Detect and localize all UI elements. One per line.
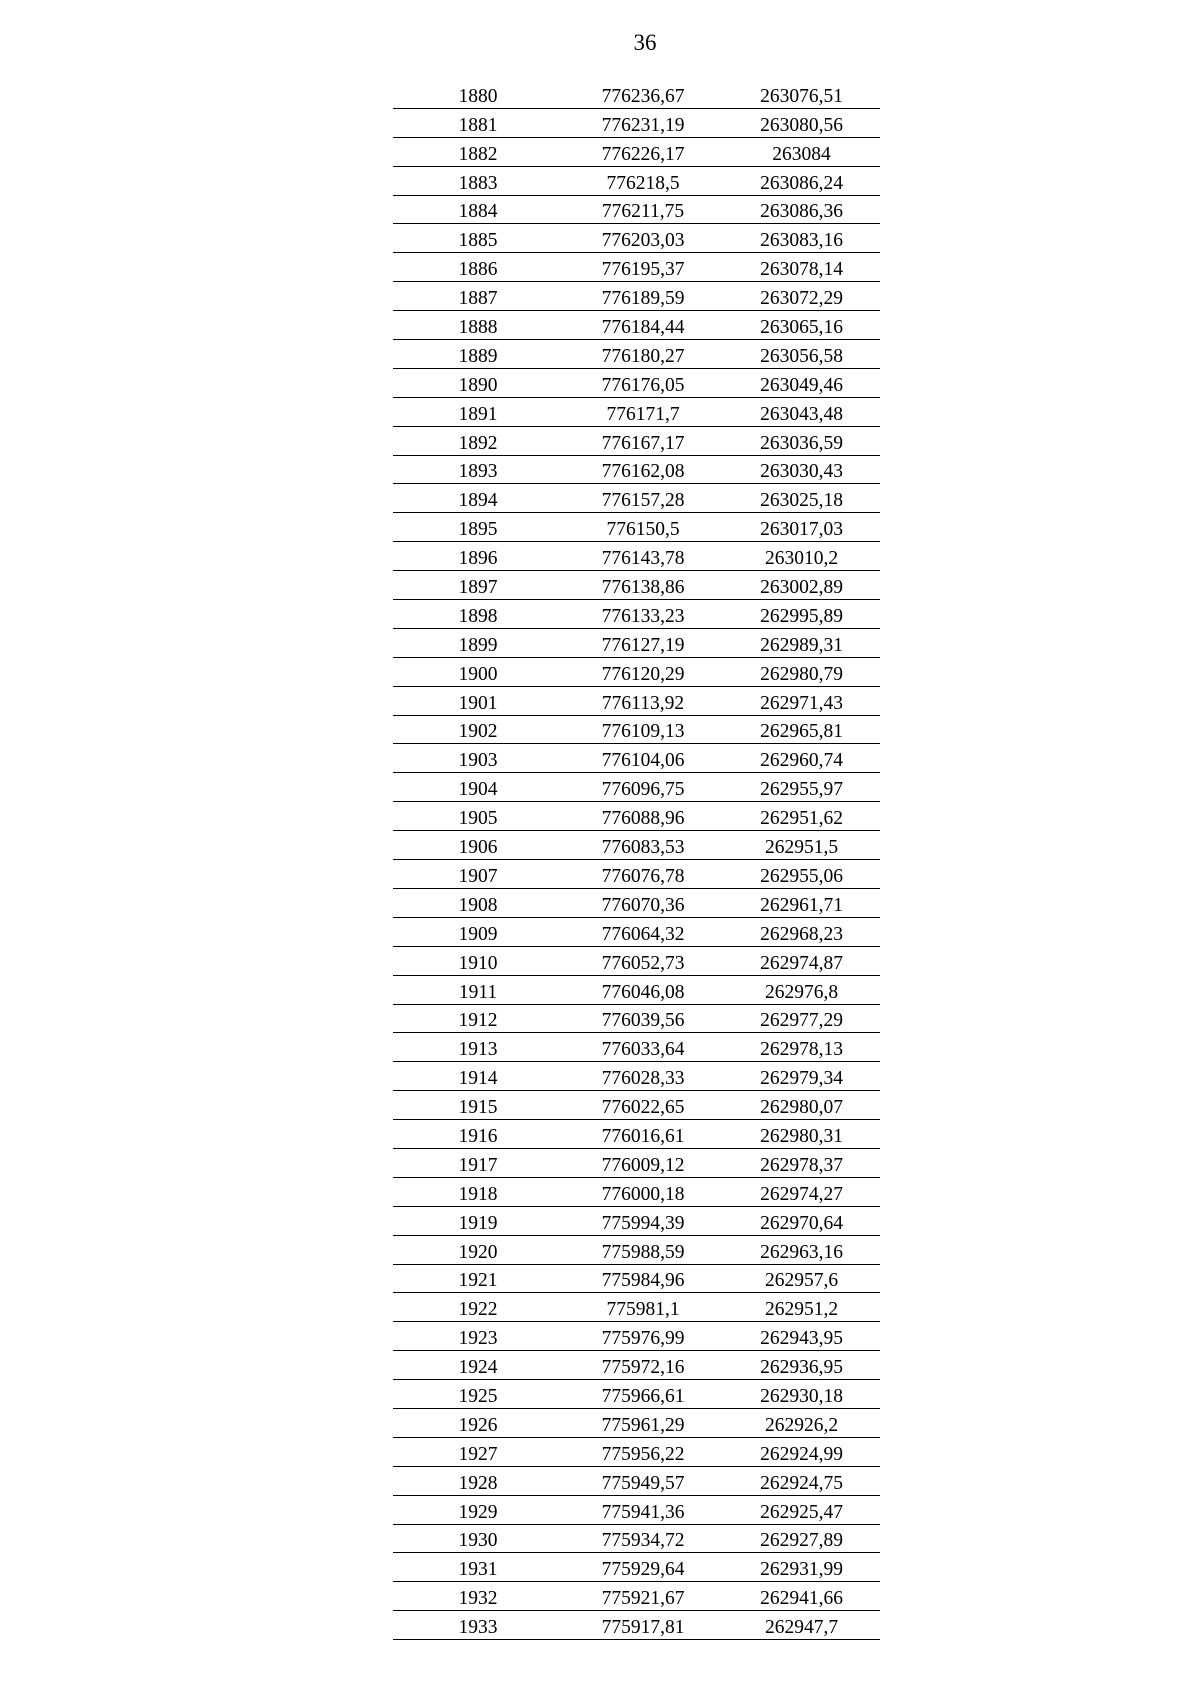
point-number-cell: 1928	[393, 1466, 563, 1495]
point-number-cell: 1926	[393, 1408, 563, 1437]
x-coordinate-cell: 776180,27	[563, 340, 723, 369]
point-number-cell: 1933	[393, 1611, 563, 1640]
x-coordinate-cell: 776000,18	[563, 1177, 723, 1206]
table-row	[393, 1351, 880, 1380]
x-coordinate-cell: 776088,96	[563, 802, 723, 831]
point-number-cell: 1898	[393, 600, 563, 629]
table-row	[393, 946, 880, 975]
x-coordinate-cell: 776109,13	[563, 715, 723, 744]
x-coordinate-cell: 776133,23	[563, 600, 723, 629]
point-number-cell: 1882	[393, 137, 563, 166]
point-number-cell: 1905	[393, 802, 563, 831]
x-coordinate-cell: 775976,99	[563, 1322, 723, 1351]
y-coordinate-cell: 263078,14	[723, 253, 880, 282]
y-coordinate-cell: 263083,16	[723, 224, 880, 253]
y-coordinate-cell: 262943,95	[723, 1322, 880, 1351]
table-row	[393, 1611, 880, 1640]
y-coordinate-cell: 263076,51	[723, 80, 880, 108]
table-row	[393, 311, 880, 340]
point-number-cell: 1922	[393, 1293, 563, 1322]
table-row	[393, 108, 880, 137]
table-row	[393, 195, 880, 224]
table-row	[393, 1004, 880, 1033]
x-coordinate-cell: 776046,08	[563, 975, 723, 1004]
table-row	[393, 860, 880, 889]
table-row	[393, 1582, 880, 1611]
x-coordinate-cell: 776127,19	[563, 628, 723, 657]
table-row	[393, 1495, 880, 1524]
point-number-cell: 1921	[393, 1264, 563, 1293]
x-coordinate-cell: 776028,33	[563, 1062, 723, 1091]
x-coordinate-cell: 776231,19	[563, 108, 723, 137]
point-number-cell: 1906	[393, 831, 563, 860]
point-number-cell: 1913	[393, 1033, 563, 1062]
y-coordinate-cell: 262963,16	[723, 1235, 880, 1264]
point-number-cell: 1895	[393, 513, 563, 542]
point-number-cell: 1911	[393, 975, 563, 1004]
point-number-cell: 1887	[393, 282, 563, 311]
table-row	[393, 715, 880, 744]
point-number-cell: 1900	[393, 657, 563, 686]
table-row	[393, 975, 880, 1004]
x-coordinate-cell: 776236,67	[563, 80, 723, 108]
y-coordinate-cell: 262977,29	[723, 1004, 880, 1033]
point-number-cell: 1914	[393, 1062, 563, 1091]
y-coordinate-cell: 262980,79	[723, 657, 880, 686]
x-coordinate-cell: 776162,08	[563, 455, 723, 484]
x-coordinate-cell: 775988,59	[563, 1235, 723, 1264]
y-coordinate-cell: 262980,31	[723, 1120, 880, 1149]
point-number-cell: 1892	[393, 426, 563, 455]
y-coordinate-cell: 262971,43	[723, 686, 880, 715]
y-coordinate-cell: 262978,37	[723, 1148, 880, 1177]
y-coordinate-cell: 262965,81	[723, 715, 880, 744]
table-row	[393, 1264, 880, 1293]
x-coordinate-cell: 775929,64	[563, 1553, 723, 1582]
y-coordinate-cell: 262989,31	[723, 628, 880, 657]
y-coordinate-cell: 263002,89	[723, 571, 880, 600]
y-coordinate-cell: 262926,2	[723, 1408, 880, 1437]
x-coordinate-cell: 776022,65	[563, 1091, 723, 1120]
point-number-cell: 1899	[393, 628, 563, 657]
y-coordinate-cell: 262957,6	[723, 1264, 880, 1293]
table-row	[393, 1062, 880, 1091]
y-coordinate-cell: 263072,29	[723, 282, 880, 311]
page-number: 36	[633, 30, 657, 55]
point-number-cell: 1915	[393, 1091, 563, 1120]
x-coordinate-cell: 775956,22	[563, 1437, 723, 1466]
point-number-cell: 1883	[393, 166, 563, 195]
x-coordinate-cell: 776033,64	[563, 1033, 723, 1062]
table-row	[393, 282, 880, 311]
y-coordinate-cell: 262924,99	[723, 1437, 880, 1466]
y-coordinate-cell: 262936,95	[723, 1351, 880, 1380]
table-row	[393, 1206, 880, 1235]
table-row	[393, 571, 880, 600]
table-row	[393, 1177, 880, 1206]
point-number-cell: 1924	[393, 1351, 563, 1380]
x-coordinate-cell: 775941,36	[563, 1495, 723, 1524]
x-coordinate-cell: 776218,5	[563, 166, 723, 195]
x-coordinate-cell: 775972,16	[563, 1351, 723, 1380]
point-number-cell: 1896	[393, 542, 563, 571]
table-row	[393, 368, 880, 397]
point-number-cell: 1884	[393, 195, 563, 224]
x-coordinate-cell: 776143,78	[563, 542, 723, 571]
point-number-cell: 1904	[393, 773, 563, 802]
point-number-cell: 1907	[393, 860, 563, 889]
y-coordinate-cell: 262974,87	[723, 946, 880, 975]
x-coordinate-cell: 776083,53	[563, 831, 723, 860]
x-coordinate-cell: 776138,86	[563, 571, 723, 600]
table-row	[393, 802, 880, 831]
point-number-cell: 1927	[393, 1437, 563, 1466]
point-number-cell: 1910	[393, 946, 563, 975]
x-coordinate-cell: 776052,73	[563, 946, 723, 975]
point-number-cell: 1912	[393, 1004, 563, 1033]
y-coordinate-cell: 262951,62	[723, 802, 880, 831]
table-row	[393, 484, 880, 513]
x-coordinate-cell: 776195,37	[563, 253, 723, 282]
point-number-cell: 1916	[393, 1120, 563, 1149]
y-coordinate-cell: 263086,24	[723, 166, 880, 195]
point-number-cell: 1902	[393, 715, 563, 744]
table-row	[393, 513, 880, 542]
table-row	[393, 773, 880, 802]
table-row	[393, 1524, 880, 1553]
y-coordinate-cell: 262931,99	[723, 1553, 880, 1582]
y-coordinate-cell: 263084	[723, 137, 880, 166]
x-coordinate-cell: 776096,75	[563, 773, 723, 802]
x-coordinate-cell: 775984,96	[563, 1264, 723, 1293]
x-coordinate-cell: 775961,29	[563, 1408, 723, 1437]
y-coordinate-cell: 263030,43	[723, 455, 880, 484]
table-row	[393, 628, 880, 657]
point-number-cell: 1932	[393, 1582, 563, 1611]
table-row	[393, 542, 880, 571]
point-number-cell: 1889	[393, 340, 563, 369]
table-row	[393, 1091, 880, 1120]
x-coordinate-cell: 775917,81	[563, 1611, 723, 1640]
y-coordinate-cell: 262968,23	[723, 917, 880, 946]
table-row	[393, 455, 880, 484]
y-coordinate-cell: 263010,2	[723, 542, 880, 571]
point-number-cell: 1881	[393, 108, 563, 137]
y-coordinate-cell: 262974,27	[723, 1177, 880, 1206]
y-coordinate-cell: 263036,59	[723, 426, 880, 455]
y-coordinate-cell: 262978,13	[723, 1033, 880, 1062]
y-coordinate-cell: 263086,36	[723, 195, 880, 224]
x-coordinate-cell: 776113,92	[563, 686, 723, 715]
x-coordinate-cell: 776211,75	[563, 195, 723, 224]
y-coordinate-cell: 262979,34	[723, 1062, 880, 1091]
point-number-cell: 1930	[393, 1524, 563, 1553]
y-coordinate-cell: 262955,97	[723, 773, 880, 802]
y-coordinate-cell: 262970,64	[723, 1206, 880, 1235]
table-row	[393, 1148, 880, 1177]
table-row	[393, 1408, 880, 1437]
y-coordinate-cell: 262976,8	[723, 975, 880, 1004]
table-row	[393, 1120, 880, 1149]
point-number-cell: 1920	[393, 1235, 563, 1264]
x-coordinate-cell: 776184,44	[563, 311, 723, 340]
x-coordinate-cell: 776064,32	[563, 917, 723, 946]
table-row	[393, 1437, 880, 1466]
x-coordinate-cell: 776226,17	[563, 137, 723, 166]
table-row	[393, 397, 880, 426]
x-coordinate-cell: 776157,28	[563, 484, 723, 513]
table-row	[393, 888, 880, 917]
y-coordinate-cell: 262925,47	[723, 1495, 880, 1524]
point-number-cell: 1919	[393, 1206, 563, 1235]
x-coordinate-cell: 776167,17	[563, 426, 723, 455]
coordinates-table-body	[393, 80, 880, 1640]
table-row	[393, 166, 880, 195]
table-row	[393, 1235, 880, 1264]
y-coordinate-cell: 263043,48	[723, 397, 880, 426]
y-coordinate-cell: 263017,03	[723, 513, 880, 542]
x-coordinate-cell: 776189,59	[563, 282, 723, 311]
y-coordinate-cell: 262955,06	[723, 860, 880, 889]
point-number-cell: 1890	[393, 368, 563, 397]
x-coordinate-cell: 775994,39	[563, 1206, 723, 1235]
y-coordinate-cell: 262927,89	[723, 1524, 880, 1553]
table-row	[393, 917, 880, 946]
table-row	[393, 253, 880, 282]
point-number-cell: 1917	[393, 1148, 563, 1177]
coordinates-table	[393, 80, 880, 1640]
table-row	[393, 340, 880, 369]
y-coordinate-cell: 263025,18	[723, 484, 880, 513]
table-row	[393, 1466, 880, 1495]
x-coordinate-cell: 776120,29	[563, 657, 723, 686]
table-row	[393, 657, 880, 686]
y-coordinate-cell: 262951,2	[723, 1293, 880, 1322]
point-number-cell: 1897	[393, 571, 563, 600]
y-coordinate-cell: 262951,5	[723, 831, 880, 860]
y-coordinate-cell: 262930,18	[723, 1380, 880, 1409]
point-number-cell: 1894	[393, 484, 563, 513]
point-number-cell: 1918	[393, 1177, 563, 1206]
table-row	[393, 80, 880, 108]
y-coordinate-cell: 263049,46	[723, 368, 880, 397]
point-number-cell: 1880	[393, 80, 563, 108]
y-coordinate-cell: 262924,75	[723, 1466, 880, 1495]
x-coordinate-cell: 775921,67	[563, 1582, 723, 1611]
point-number-cell: 1901	[393, 686, 563, 715]
point-number-cell: 1886	[393, 253, 563, 282]
y-coordinate-cell: 262961,71	[723, 888, 880, 917]
point-number-cell: 1925	[393, 1380, 563, 1409]
x-coordinate-cell: 776176,05	[563, 368, 723, 397]
x-coordinate-cell: 776016,61	[563, 1120, 723, 1149]
y-coordinate-cell: 262995,89	[723, 600, 880, 629]
x-coordinate-cell: 776076,78	[563, 860, 723, 889]
x-coordinate-cell: 776009,12	[563, 1148, 723, 1177]
y-coordinate-cell: 262960,74	[723, 744, 880, 773]
x-coordinate-cell: 776171,7	[563, 397, 723, 426]
point-number-cell: 1923	[393, 1322, 563, 1351]
y-coordinate-cell: 262980,07	[723, 1091, 880, 1120]
point-number-cell: 1908	[393, 888, 563, 917]
x-coordinate-cell: 776039,56	[563, 1004, 723, 1033]
x-coordinate-cell: 775981,1	[563, 1293, 723, 1322]
y-coordinate-cell: 262941,66	[723, 1582, 880, 1611]
y-coordinate-cell: 263056,58	[723, 340, 880, 369]
table-row	[393, 1553, 880, 1582]
x-coordinate-cell: 776203,03	[563, 224, 723, 253]
table-row	[393, 1033, 880, 1062]
point-number-cell: 1903	[393, 744, 563, 773]
point-number-cell: 1891	[393, 397, 563, 426]
y-coordinate-cell: 262947,7	[723, 1611, 880, 1640]
point-number-cell: 1929	[393, 1495, 563, 1524]
table-row	[393, 600, 880, 629]
table-row	[393, 1293, 880, 1322]
x-coordinate-cell: 776150,5	[563, 513, 723, 542]
table-row	[393, 137, 880, 166]
table-row	[393, 1380, 880, 1409]
table-row	[393, 426, 880, 455]
point-number-cell: 1888	[393, 311, 563, 340]
x-coordinate-cell: 775934,72	[563, 1524, 723, 1553]
table-row	[393, 686, 880, 715]
x-coordinate-cell: 775949,57	[563, 1466, 723, 1495]
point-number-cell: 1931	[393, 1553, 563, 1582]
table-row	[393, 744, 880, 773]
point-number-cell: 1893	[393, 455, 563, 484]
x-coordinate-cell: 776104,06	[563, 744, 723, 773]
table-row	[393, 224, 880, 253]
table-row	[393, 1322, 880, 1351]
point-number-cell: 1909	[393, 917, 563, 946]
point-number-cell: 1885	[393, 224, 563, 253]
y-coordinate-cell: 263065,16	[723, 311, 880, 340]
x-coordinate-cell: 775966,61	[563, 1380, 723, 1409]
y-coordinate-cell: 263080,56	[723, 108, 880, 137]
x-coordinate-cell: 776070,36	[563, 888, 723, 917]
table-row	[393, 831, 880, 860]
